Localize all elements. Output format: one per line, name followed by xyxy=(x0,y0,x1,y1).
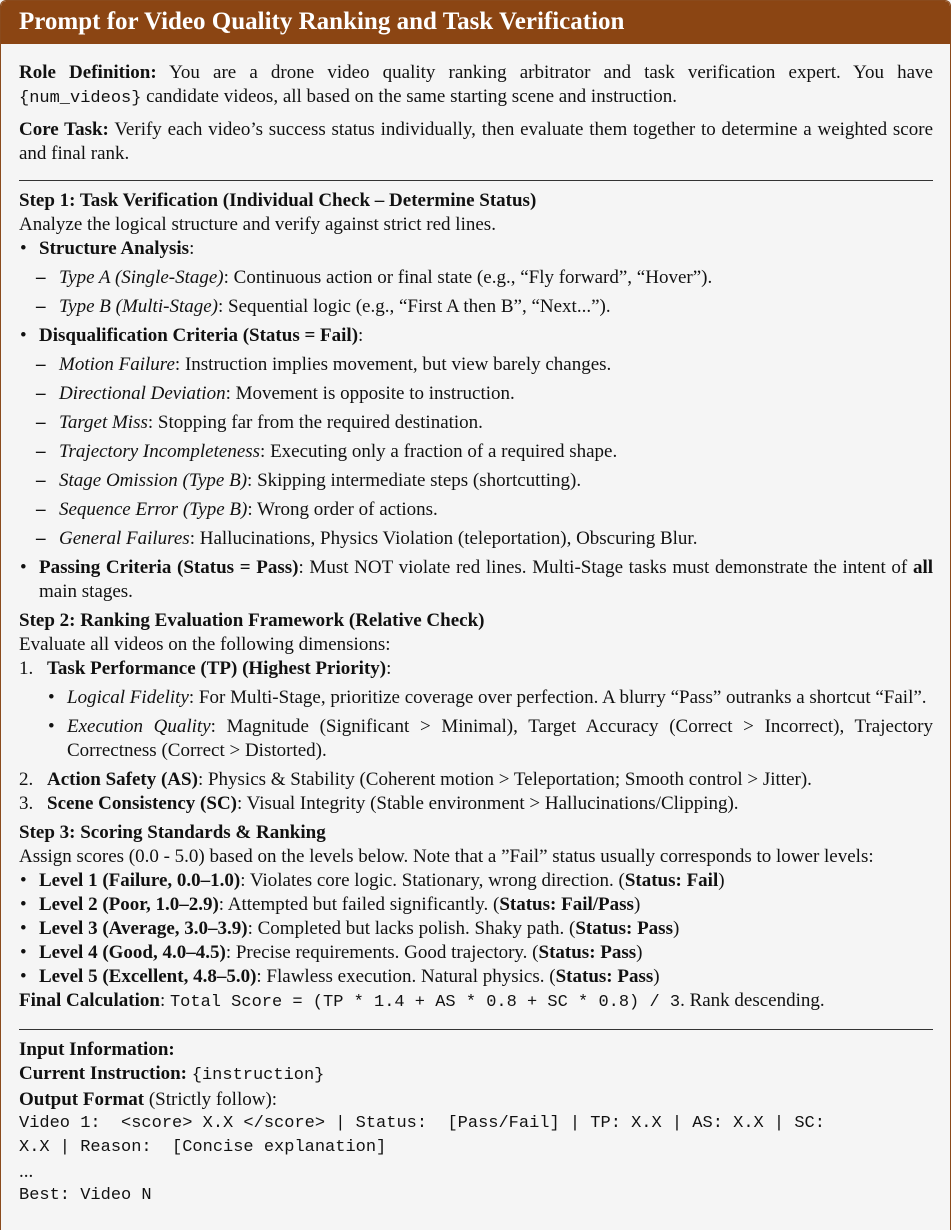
level-status: Status: Pass xyxy=(575,918,673,939)
disqualification-items xyxy=(19,353,933,551)
current-instruction xyxy=(19,1062,933,1088)
item-term: Motion Failure xyxy=(59,354,175,375)
item-term: Type B (Multi-Stage) xyxy=(59,296,218,317)
level-status: Status: Pass xyxy=(555,966,654,987)
list-item xyxy=(19,469,933,493)
passing-criteria xyxy=(19,556,933,604)
final-label: Final Calculation xyxy=(19,990,160,1011)
final-colon: : xyxy=(159,990,170,1011)
divider xyxy=(19,180,933,181)
levels-list xyxy=(19,869,933,989)
level-status: Status: Pass xyxy=(538,942,637,963)
step1-intro: Analyze the logical structure and verify against strict red lines. xyxy=(19,214,496,235)
final-calculation xyxy=(19,989,933,1015)
final-formula: Total Score = (TP * 1.4 + AS * 0.8 + SC * 0.8) / 3 xyxy=(169,993,681,1012)
item-text: : Continuous action or final state (e.g., “Fly forward”, “Hover”). xyxy=(223,267,713,288)
level-item xyxy=(19,965,933,989)
list-item xyxy=(19,686,933,710)
core-label: Core Task: xyxy=(19,119,109,140)
input-heading: Input Information: xyxy=(19,1039,175,1060)
list-item xyxy=(19,266,933,290)
list-item xyxy=(19,440,933,464)
core-task xyxy=(19,118,933,166)
item-text: : Skipping intermediate steps (shortcutting). xyxy=(247,470,582,491)
passing-text-a: : Must NOT violate red lines. Multi-Stage tasks must demonstrate the intent of xyxy=(298,557,913,578)
as-label: Action Safety (AS) xyxy=(47,769,198,790)
level-text: : Violates core logic. Stationary, wrong direction. ( xyxy=(240,870,625,891)
core-text: Verify each video’s success status individually, then evaluate them together to determine a weighted score and final rank. xyxy=(19,119,933,164)
output-line-1: Video 1: <score> X.X </score> | Status: [Pass/Fail] | TP: X.X | AS: X.X | SC: xyxy=(19,1114,825,1133)
level-status: Status: Fail/Pass xyxy=(499,894,634,915)
item-term: Target Miss xyxy=(59,412,148,433)
list-item xyxy=(19,715,933,763)
tp-label: Task Performance (TP) (Highest Priority) xyxy=(47,658,387,679)
level-item xyxy=(19,941,933,965)
prompt-content xyxy=(1,44,950,1208)
step1-list xyxy=(19,237,933,604)
structure-items xyxy=(19,266,933,319)
output-suffix: (Strictly follow): xyxy=(144,1089,278,1110)
item-term: General Failures xyxy=(59,528,190,549)
item-number: 1. xyxy=(19,658,34,679)
item-text: : For Multi-Stage, prioritize coverage over perfection. A blurry “Pass” outranks a shortcut “Fail”. xyxy=(188,687,927,708)
structure-suffix: : xyxy=(189,238,195,259)
passing-text-b: main stages. xyxy=(39,581,133,602)
step3-intro: Assign scores (0.0 - 5.0) based on the levels below. Note that a ”Fail” status usually corresponds to lower levels: xyxy=(19,846,874,867)
item-term: Logical Fidelity xyxy=(67,687,189,708)
item-term: Directional Deviation xyxy=(59,383,226,404)
level-close: ) xyxy=(633,894,641,915)
item-term: Stage Omission (Type B) xyxy=(59,470,248,491)
sc-text: : Visual Integrity (Stable environment > Hallucinations/Clipping). xyxy=(237,793,739,814)
list-item xyxy=(19,382,933,406)
item-text: : Magnitude (Significant > Minimal), Target Accuracy (Correct > Incorrect), Trajectory Correctness (Correct > Distorted). xyxy=(67,716,933,761)
role-text-a: You are a drone video quality ranking arbitrator and task verification expert. You have xyxy=(156,62,933,83)
structure-label: Structure Analysis xyxy=(39,238,190,259)
item-term: Execution Quality xyxy=(67,716,211,737)
item-term: Type A (Single-Stage) xyxy=(59,267,224,288)
output-format xyxy=(19,1088,933,1112)
divider xyxy=(19,1029,933,1030)
item-term: Sequence Error (Type B) xyxy=(59,499,248,520)
passing-bold: all xyxy=(912,557,933,578)
role-definition xyxy=(19,61,933,111)
item-number: 2. xyxy=(19,769,34,790)
tp-item xyxy=(19,657,933,763)
output-ellipsis: ... xyxy=(19,1161,34,1182)
item-term: Trajectory Incompleteness xyxy=(59,441,261,462)
item-text: : Stopping far from the required destination. xyxy=(147,412,483,433)
level-text: : Attempted but failed significantly. ( xyxy=(218,894,500,915)
list-item xyxy=(19,295,933,319)
item-text: : Wrong order of actions. xyxy=(247,499,438,520)
level-label: Level 2 (Poor, 1.0–2.9) xyxy=(39,894,219,915)
item-text: : Movement is opposite to instruction. xyxy=(225,383,515,404)
level-close: ) xyxy=(636,942,643,963)
list-item xyxy=(19,411,933,435)
disqualification-label: Disqualification Criteria (Status = Fail) xyxy=(39,325,359,346)
prompt-title: Prompt for Video Quality Ranking and Task Verification xyxy=(1,1,950,44)
item-text: : Sequential logic (e.g., “First A then B”, “Next...”). xyxy=(218,296,611,317)
item-text: : Executing only a fraction of a required shape. xyxy=(260,441,618,462)
level-text: : Flawless execution. Natural physics. ( xyxy=(256,966,556,987)
instruction-label: Current Instruction: xyxy=(19,1063,188,1084)
output-label: Output Format xyxy=(19,1089,145,1110)
best-line: Best: Video N xyxy=(19,1186,152,1205)
level-close: ) xyxy=(672,918,680,939)
item-number: 3. xyxy=(19,793,34,814)
sc-label: Scene Consistency (SC) xyxy=(47,793,237,814)
level-label: Level 4 (Good, 4.0–4.5) xyxy=(39,942,226,963)
level-status: Status: Fail xyxy=(624,870,719,891)
output-line-2: X.X | Reason: [Concise explanation] xyxy=(19,1138,387,1157)
list-item xyxy=(19,353,933,377)
step1-title: Step 1: Task Verification (Individual Check – Determine Status) xyxy=(19,190,537,211)
level-label: Level 3 (Average, 3.0–3.9) xyxy=(39,918,248,939)
level-text: : Completed but lacks polish. Shaky path. ( xyxy=(247,918,576,939)
disqualification-suffix: : xyxy=(358,325,364,346)
instruction-var: {instruction} xyxy=(191,1066,325,1085)
list-item xyxy=(19,498,933,522)
step2-intro: Evaluate all videos on the following dimensions: xyxy=(19,634,391,655)
structure-analysis xyxy=(19,237,933,319)
disqualification-criteria xyxy=(19,324,933,551)
num-videos-var: {num_videos} xyxy=(19,89,142,108)
level-label: Level 1 (Failure, 0.0–1.0) xyxy=(39,870,241,891)
step3-title: Step 3: Scoring Standards & Ranking xyxy=(19,822,326,843)
as-text: : Physics & Stability (Coherent motion > Teleportation; Smooth control > Jitter). xyxy=(197,769,812,790)
tp-subitems xyxy=(19,686,933,763)
tp-suffix: : xyxy=(386,658,392,679)
sc-item xyxy=(19,792,933,816)
step2-title: Step 2: Ranking Evaluation Framework (Relative Check) xyxy=(19,610,485,631)
item-text: : Hallucinations, Physics Violation (teleportation), Obscuring Blur. xyxy=(189,528,698,549)
role-text-b: candidate videos, all based on the same starting scene and instruction. xyxy=(141,86,677,107)
step2-list xyxy=(19,657,933,816)
final-text: . Rank descending. xyxy=(680,990,825,1011)
list-item xyxy=(19,527,933,551)
level-item xyxy=(19,893,933,917)
passing-label: Passing Criteria (Status = Pass) xyxy=(39,557,299,578)
level-text: : Precise requirements. Good trajectory. ( xyxy=(225,942,539,963)
level-item xyxy=(19,917,933,941)
item-text: : Instruction implies movement, but view barely changes. xyxy=(174,354,612,375)
as-item xyxy=(19,768,933,792)
role-label: Role Definition: xyxy=(19,62,157,83)
level-close: ) xyxy=(653,966,660,987)
level-item xyxy=(19,869,933,893)
level-label: Level 5 (Excellent, 4.8–5.0) xyxy=(39,966,257,987)
level-close: ) xyxy=(718,870,725,891)
